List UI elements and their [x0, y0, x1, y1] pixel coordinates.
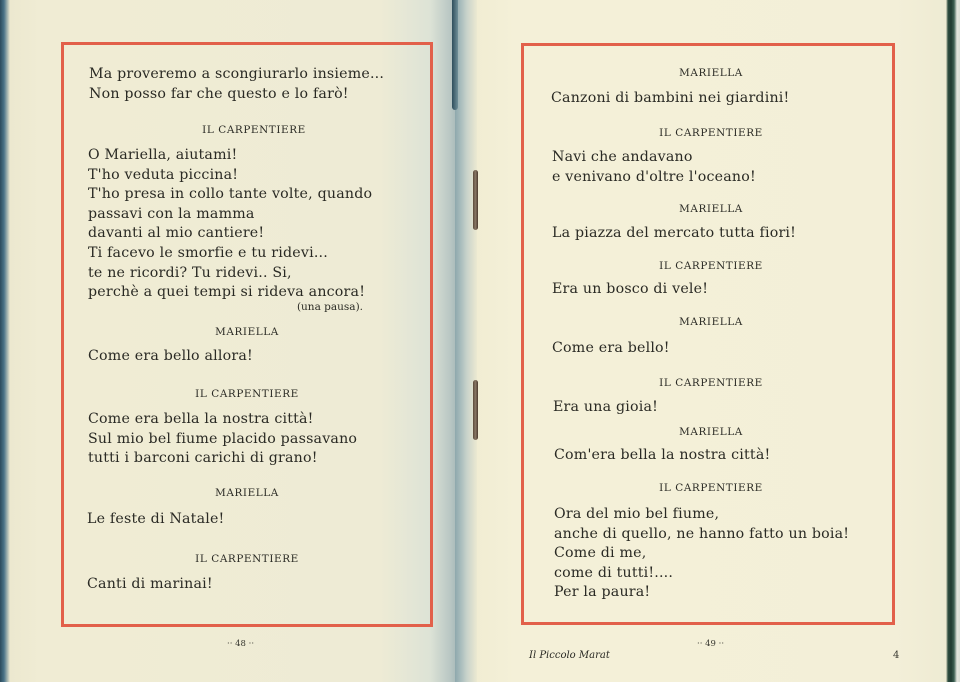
speaker-name: IL CARPENTIERE [195, 553, 299, 565]
right-speech-4 [552, 280, 882, 300]
right-speech-2 [552, 148, 882, 187]
verse-line: passavi con la mamma [88, 205, 255, 222]
verse-line: tutti i barconi carichi di grano! [88, 450, 318, 467]
verse-line: perchè a quei tempi si rideva ancora! [88, 284, 366, 301]
staple-bottom-icon [473, 380, 478, 440]
signature-mark: 4 [893, 650, 900, 661]
verse-line: e venivano d'oltre l'oceano! [552, 168, 756, 185]
verse-line: Canzoni di bambini nei giardini! [551, 90, 790, 106]
right-speech-8 [554, 505, 884, 603]
verse-line: Come era bella la nostra città! [88, 411, 314, 427]
verse-line: Come era bello allora! [88, 348, 253, 364]
left-speech-1 [88, 146, 418, 303]
right-speech-3 [552, 224, 882, 244]
page-number: ·· 48 ·· [227, 639, 255, 649]
speaker-name: IL CARPENTIERE [659, 482, 763, 494]
speaker-name: IL CARPENTIERE [202, 124, 306, 136]
book-title-footer: Il Piccolo Marat [529, 650, 610, 661]
speaker-name: MARIELLA [215, 487, 279, 499]
verse-line: Navi che andavano [552, 149, 693, 165]
stage-direction: (una pausa). [296, 301, 363, 313]
speaker-name: MARIELLA [215, 326, 279, 338]
verse-line: Per la paura! [554, 584, 651, 601]
verse-line: davanti al mio cantiere! [88, 225, 265, 242]
verse-line: Le feste di Natale! [87, 511, 225, 527]
verse-line: Ti facevo le smorfie e tu ridevi... [88, 244, 328, 261]
speaker-name: IL CARPENTIERE [659, 377, 763, 389]
verse-line: O Mariella, aiutami! [88, 147, 238, 163]
back-cover-edge [946, 0, 960, 682]
verse-line: Era un bosco di vele! [552, 281, 709, 297]
book-gutter [455, 0, 477, 682]
left-opening [89, 65, 419, 104]
verse-line: Com'era bella la nostra città! [554, 447, 771, 463]
verse-line: Come di me, [554, 545, 647, 562]
verse-line: Ora del mio bel fiume, [554, 506, 720, 522]
verse-line: Come era bello! [552, 340, 670, 356]
verse-line: Non posso far che questo e lo farò! [89, 85, 349, 102]
verse-line: La piazza del mercato tutta fiori! [552, 225, 797, 241]
speaker-name: IL CARPENTIERE [659, 127, 763, 139]
right-speech-5 [552, 339, 882, 359]
left-speech-4 [87, 510, 417, 530]
verse-line: come di tutti!.... [554, 564, 674, 581]
right-speech-1 [551, 89, 881, 109]
speaker-name: MARIELLA [679, 203, 743, 215]
staple-top-icon [473, 170, 478, 230]
right-speech-7 [554, 446, 884, 466]
page-number: ·· 49 ·· [697, 639, 725, 649]
cover-edge [452, 0, 458, 110]
verse-line: T'ho presa in collo tante volte, quando [88, 186, 373, 203]
speaker-name: MARIELLA [679, 426, 743, 438]
verse-line: T'ho veduta piccina! [88, 166, 239, 183]
verse-line: anche di quello, ne hanno fatto un boia! [554, 525, 850, 542]
left-speech-5 [87, 575, 417, 595]
right-speech-6 [553, 398, 883, 418]
speaker-name: IL CARPENTIERE [195, 388, 299, 400]
speaker-name: MARIELLA [679, 67, 743, 79]
verse-line: Sul mio bel fiume placido passavano [88, 430, 358, 447]
speaker-name: IL CARPENTIERE [659, 260, 763, 272]
verse-line: Era una gioia! [553, 399, 659, 415]
verse-line: Ma proveremo a scongiurarlo insieme... [89, 66, 385, 82]
left-speech-2 [88, 347, 418, 367]
verse-line: te ne ricordi? Tu ridevi.. Si, [88, 264, 292, 281]
speaker-name: MARIELLA [679, 316, 743, 328]
left-speech-3 [88, 410, 418, 469]
verse-line: Canti di marinai! [87, 576, 213, 592]
